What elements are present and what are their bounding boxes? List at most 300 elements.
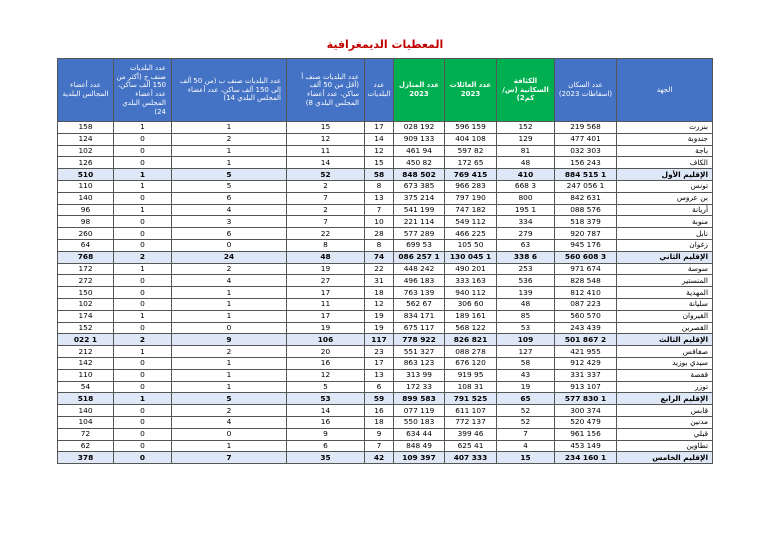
- cell-municipalities: 15: [365, 157, 394, 169]
- table-row: [58, 287, 713, 299]
- cell-class-c: 0: [114, 133, 172, 145]
- cell-name: سليانة: [617, 298, 713, 310]
- cell-dwellings: 327 551: [394, 346, 445, 358]
- cell-class-a: 17: [287, 310, 365, 322]
- cell-council-members: 768: [58, 251, 114, 263]
- cell-class-a: 14: [287, 405, 365, 417]
- cell-class-b: 2: [172, 263, 287, 275]
- cell-households: 107 611: [445, 405, 497, 417]
- cell-population: 410 812: [555, 287, 617, 299]
- cell-class-b: 1: [172, 381, 287, 393]
- cell-households: 95 919: [445, 369, 497, 381]
- cell-class-a: 35: [287, 452, 365, 464]
- cell-dwellings: 1 257 086: [394, 251, 445, 263]
- cell-municipalities: 7: [365, 440, 394, 452]
- cell-council-members: 140: [58, 405, 114, 417]
- cell-density: 15: [497, 452, 555, 464]
- cell-dwellings: 99 313: [394, 369, 445, 381]
- cell-class-c: 0: [114, 275, 172, 287]
- cell-name: القصرين: [617, 322, 713, 334]
- cell-population: 2 867 501: [555, 334, 617, 346]
- cell-density: 152: [497, 122, 555, 134]
- table-row: [58, 263, 713, 275]
- cell-municipalities: 19: [365, 322, 394, 334]
- cell-name: الكاف: [617, 157, 713, 169]
- cell-density: 279: [497, 228, 555, 240]
- cell-municipalities: 12: [365, 298, 394, 310]
- cell-class-a: 17: [287, 287, 365, 299]
- cell-municipalities: 19: [365, 310, 394, 322]
- cell-council-members: 104: [58, 416, 114, 428]
- cell-households: 163 333: [445, 275, 497, 287]
- cell-name: أريانة: [617, 204, 713, 216]
- cell-class-c: 1: [114, 122, 172, 134]
- cell-population: 576 088: [555, 204, 617, 216]
- cell-class-c: 0: [114, 192, 172, 204]
- cell-density: 536: [497, 275, 555, 287]
- cell-dwellings: 214 375: [394, 192, 445, 204]
- cell-households: 60 306: [445, 298, 497, 310]
- cell-municipalities: 58: [365, 169, 394, 181]
- cell-population: 149 453: [555, 440, 617, 452]
- cell-class-a: 53: [287, 393, 365, 405]
- table-row: [58, 357, 713, 369]
- cell-class-a: 7: [287, 216, 365, 228]
- cell-council-members: 54: [58, 381, 114, 393]
- cell-population: 156 961: [555, 428, 617, 440]
- cell-population: 401 477: [555, 133, 617, 145]
- cell-council-members: 518: [58, 393, 114, 405]
- cell-population: 3 608 560: [555, 251, 617, 263]
- cell-class-a: 16: [287, 416, 365, 428]
- cell-municipalities: 13: [365, 192, 394, 204]
- cell-name: نابل: [617, 228, 713, 240]
- cell-municipalities: 17: [365, 122, 394, 134]
- cell-class-a: 52: [287, 169, 365, 181]
- cell-households: 1 045 130: [445, 251, 497, 263]
- table-row: [58, 228, 713, 240]
- table-row: [58, 180, 713, 192]
- cell-class-c: 0: [114, 416, 172, 428]
- cell-municipalities: 12: [365, 145, 394, 157]
- cell-class-b: 1: [172, 440, 287, 452]
- cell-class-c: 0: [114, 298, 172, 310]
- page-title: المعطيات الديمغرافية: [326, 38, 444, 51]
- cell-population: 479 520: [555, 416, 617, 428]
- cell-name: سيدي بوزيد: [617, 357, 713, 369]
- demographics-table-container: [57, 58, 712, 464]
- cell-class-a: 15: [287, 122, 365, 134]
- cell-council-members: 260: [58, 228, 114, 240]
- cell-dwellings: 33 172: [394, 381, 445, 393]
- cell-density: 58: [497, 357, 555, 369]
- cell-households: 50 105: [445, 239, 497, 251]
- cell-population: 568 219: [555, 122, 617, 134]
- cell-class-c: 1: [114, 263, 172, 275]
- cell-class-b: 7: [172, 452, 287, 464]
- cell-council-members: 150: [58, 287, 114, 299]
- cell-municipalities: 16: [365, 405, 394, 417]
- table-row: [58, 192, 713, 204]
- cell-name: تطاوين: [617, 440, 713, 452]
- cell-municipalities: 6: [365, 381, 394, 393]
- table-row: [58, 440, 713, 452]
- cell-population: 548 828: [555, 275, 617, 287]
- cell-municipalities: 14: [365, 133, 394, 145]
- table-row: [58, 145, 713, 157]
- cell-name: الإقليم الثاني: [617, 251, 713, 263]
- cell-population: 955 421: [555, 346, 617, 358]
- cell-class-c: 0: [114, 357, 172, 369]
- cell-density: 48: [497, 298, 555, 310]
- cell-municipalities: 8: [365, 239, 394, 251]
- cell-municipalities: 42: [365, 452, 394, 464]
- cell-class-c: 0: [114, 428, 172, 440]
- cell-class-a: 8: [287, 239, 365, 251]
- cell-class-c: 0: [114, 452, 172, 464]
- cell-council-members: 102: [58, 145, 114, 157]
- cell-class-a: 19: [287, 322, 365, 334]
- cell-density: 48: [497, 157, 555, 169]
- cell-name: صفاقس: [617, 346, 713, 358]
- cell-class-b: 0: [172, 322, 287, 334]
- cell-class-c: 1: [114, 310, 172, 322]
- cell-council-members: 140: [58, 192, 114, 204]
- cell-council-members: 1 022: [58, 334, 114, 346]
- header-class-a: عدد البلديات صنف أ (أقل من 50 ألف ساكن، عدد أعضاء المجلس البلدي 8): [287, 59, 365, 122]
- cell-population: 1 830 577: [555, 393, 617, 405]
- cell-dwellings: 397 109: [394, 452, 445, 464]
- cell-class-a: 7: [287, 192, 365, 204]
- cell-density: 1 195: [497, 204, 555, 216]
- cell-density: 109: [497, 334, 555, 346]
- cell-class-a: 9: [287, 428, 365, 440]
- cell-name: مدنين: [617, 416, 713, 428]
- cell-council-members: 98: [58, 216, 114, 228]
- cell-households: 46 399: [445, 428, 497, 440]
- cell-class-c: 0: [114, 287, 172, 299]
- cell-name: تونس: [617, 180, 713, 192]
- cell-class-a: 19: [287, 263, 365, 275]
- cell-households: 65 172: [445, 157, 497, 169]
- cell-households: 182 747: [445, 204, 497, 216]
- region-total-row: [58, 334, 713, 346]
- cell-density: 53: [497, 322, 555, 334]
- cell-class-a: 12: [287, 369, 365, 381]
- cell-municipalities: 23: [365, 346, 394, 358]
- cell-density: 3 668: [497, 180, 555, 192]
- cell-municipalities: 28: [365, 228, 394, 240]
- cell-dwellings: 119 077: [394, 405, 445, 417]
- cell-class-b: 9: [172, 334, 287, 346]
- header-class-b: عدد البلديات صنف ب (من 50 ألف إلى 150 ألف ساكن، عدد أعضاء المجلس البلدي 14): [172, 59, 287, 122]
- cell-council-members: 212: [58, 346, 114, 358]
- cell-density: 410: [497, 169, 555, 181]
- cell-council-members: 510: [58, 169, 114, 181]
- cell-density: 19: [497, 381, 555, 393]
- cell-class-b: 6: [172, 192, 287, 204]
- cell-dwellings: 183 496: [394, 275, 445, 287]
- cell-dwellings: 94 461: [394, 145, 445, 157]
- cell-households: 137 772: [445, 416, 497, 428]
- table-row: [58, 346, 713, 358]
- cell-name: الإقليم الخامس: [617, 452, 713, 464]
- cell-dwellings: 171 834: [394, 310, 445, 322]
- cell-municipalities: 18: [365, 416, 394, 428]
- cell-dwellings: 199 541: [394, 204, 445, 216]
- cell-name: منوبة: [617, 216, 713, 228]
- cell-households: 415 769: [445, 169, 497, 181]
- cell-class-c: 0: [114, 228, 172, 240]
- cell-class-c: 0: [114, 369, 172, 381]
- cell-households: 201 490: [445, 263, 497, 275]
- cell-name: قابس: [617, 405, 713, 417]
- cell-dwellings: 53 699: [394, 239, 445, 251]
- cell-population: 337 331: [555, 369, 617, 381]
- table-header-row: [58, 59, 713, 122]
- cell-council-members: 110: [58, 369, 114, 381]
- cell-class-a: 2: [287, 180, 365, 192]
- table-row: [58, 133, 713, 145]
- cell-name: بنزرت: [617, 122, 713, 134]
- cell-class-a: 6: [287, 440, 365, 452]
- cell-density: 52: [497, 416, 555, 428]
- cell-dwellings: 82 450: [394, 157, 445, 169]
- cell-council-members: 110: [58, 180, 114, 192]
- cell-class-a: 48: [287, 251, 365, 263]
- cell-population: 303 032: [555, 145, 617, 157]
- cell-name: بن عروس: [617, 192, 713, 204]
- table-row: [58, 310, 713, 322]
- cell-municipalities: 74: [365, 251, 394, 263]
- cell-municipalities: 10: [365, 216, 394, 228]
- cell-council-members: 158: [58, 122, 114, 134]
- region-total-row: [58, 251, 713, 263]
- cell-density: 800: [497, 192, 555, 204]
- cell-density: 85: [497, 310, 555, 322]
- cell-class-c: 0: [114, 145, 172, 157]
- header-households: عدد العائلات 2023: [445, 59, 497, 122]
- cell-municipalities: 59: [365, 393, 394, 405]
- cell-class-c: 0: [114, 440, 172, 452]
- table-row: [58, 275, 713, 287]
- cell-class-a: 11: [287, 298, 365, 310]
- cell-dwellings: 183 550: [394, 416, 445, 428]
- cell-households: 108 404: [445, 133, 497, 145]
- cell-class-a: 20: [287, 346, 365, 358]
- header-class-c: عدد البلديات صنف ج (أكثر من 150 ألف ساكن، عدد أعضاء المجلس البلدي 24): [114, 59, 172, 122]
- cell-class-b: 2: [172, 346, 287, 358]
- cell-council-members: 172: [58, 263, 114, 275]
- cell-dwellings: 922 778: [394, 334, 445, 346]
- cell-dwellings: 502 848: [394, 169, 445, 181]
- cell-class-b: 24: [172, 251, 287, 263]
- cell-dwellings: 139 763: [394, 287, 445, 299]
- cell-population: 570 560: [555, 310, 617, 322]
- cell-class-b: 1: [172, 145, 287, 157]
- cell-density: 65: [497, 393, 555, 405]
- cell-households: 190 797: [445, 192, 497, 204]
- cell-households: 525 791: [445, 393, 497, 405]
- cell-name: جندوبة: [617, 133, 713, 145]
- cell-council-members: 142: [58, 357, 114, 369]
- cell-density: 52: [497, 405, 555, 417]
- cell-population: 429 912: [555, 357, 617, 369]
- cell-population: 1 515 884: [555, 169, 617, 181]
- cell-municipalities: 31: [365, 275, 394, 287]
- header-council-members: عدد أعضاء المجالس البلدية: [58, 59, 114, 122]
- cell-name: القيروان: [617, 310, 713, 322]
- cell-class-b: 4: [172, 416, 287, 428]
- header-region: الجهة: [617, 59, 713, 122]
- header-density: الكثافة السكانية (س/كم2): [497, 59, 555, 122]
- region-total-row: [58, 169, 713, 181]
- cell-class-b: 5: [172, 180, 287, 192]
- cell-council-members: 72: [58, 428, 114, 440]
- cell-population: 439 243: [555, 322, 617, 334]
- cell-dwellings: 289 577: [394, 228, 445, 240]
- cell-dwellings: 49 848: [394, 440, 445, 452]
- cell-name: توزر: [617, 381, 713, 393]
- cell-council-members: 378: [58, 452, 114, 464]
- cell-name: سوسة: [617, 263, 713, 275]
- cell-municipalities: 13: [365, 369, 394, 381]
- cell-class-b: 4: [172, 204, 287, 216]
- table-row: [58, 428, 713, 440]
- cell-name: باجة: [617, 145, 713, 157]
- cell-name: زغوان: [617, 239, 713, 251]
- cell-households: 278 088: [445, 346, 497, 358]
- cell-dwellings: 192 028: [394, 122, 445, 134]
- cell-density: 6 338: [497, 251, 555, 263]
- cell-households: 159 596: [445, 122, 497, 134]
- cell-population: 674 971: [555, 263, 617, 275]
- cell-density: 129: [497, 133, 555, 145]
- cell-name: الإقليم الأول: [617, 169, 713, 181]
- cell-population: 631 842: [555, 192, 617, 204]
- cell-class-b: 1: [172, 122, 287, 134]
- cell-dwellings: 583 899: [394, 393, 445, 405]
- cell-class-c: 1: [114, 393, 172, 405]
- cell-dwellings: 44 634: [394, 428, 445, 440]
- cell-class-b: 2: [172, 405, 287, 417]
- header-population: عدد السكان (اسقاطات 2023): [555, 59, 617, 122]
- table-row: [58, 381, 713, 393]
- cell-class-b: 1: [172, 357, 287, 369]
- cell-density: 7: [497, 428, 555, 440]
- table-row: [58, 122, 713, 134]
- cell-population: 1 160 234: [555, 452, 617, 464]
- cell-households: 112 549: [445, 216, 497, 228]
- cell-class-b: 1: [172, 298, 287, 310]
- cell-population: 379 518: [555, 216, 617, 228]
- cell-class-a: 106: [287, 334, 365, 346]
- cell-households: 120 676: [445, 357, 497, 369]
- cell-density: 81: [497, 145, 555, 157]
- cell-class-b: 1: [172, 369, 287, 381]
- cell-council-members: 124: [58, 133, 114, 145]
- cell-council-members: 174: [58, 310, 114, 322]
- cell-class-c: 0: [114, 239, 172, 251]
- cell-class-c: 0: [114, 322, 172, 334]
- cell-dwellings: 242 448: [394, 263, 445, 275]
- cell-municipalities: 22: [365, 263, 394, 275]
- cell-class-c: 0: [114, 381, 172, 393]
- cell-density: 43: [497, 369, 555, 381]
- cell-class-b: 1: [172, 310, 287, 322]
- table-row: [58, 405, 713, 417]
- header-municipalities: عدد البلديات: [365, 59, 394, 122]
- cell-households: 41 625: [445, 440, 497, 452]
- cell-population: 787 920: [555, 228, 617, 240]
- cell-council-members: 96: [58, 204, 114, 216]
- cell-density: 253: [497, 263, 555, 275]
- cell-municipalities: 8: [365, 180, 394, 192]
- cell-name: المهدية: [617, 287, 713, 299]
- cell-dwellings: 123 863: [394, 357, 445, 369]
- cell-households: 31 108: [445, 381, 497, 393]
- cell-households: 161 189: [445, 310, 497, 322]
- cell-households: 333 407: [445, 452, 497, 464]
- cell-municipalities: 17: [365, 357, 394, 369]
- table-body: [58, 122, 713, 464]
- table-row: [58, 416, 713, 428]
- cell-class-b: 2: [172, 133, 287, 145]
- table-row: [58, 298, 713, 310]
- cell-households: 821 826: [445, 334, 497, 346]
- cell-class-a: 12: [287, 133, 365, 145]
- cell-name: قبلي: [617, 428, 713, 440]
- cell-class-c: 2: [114, 334, 172, 346]
- cell-density: 63: [497, 239, 555, 251]
- cell-class-c: 1: [114, 180, 172, 192]
- cell-class-c: 0: [114, 216, 172, 228]
- cell-dwellings: 67 562: [394, 298, 445, 310]
- cell-dwellings: 117 675: [394, 322, 445, 334]
- cell-class-b: 4: [172, 275, 287, 287]
- table-row: [58, 157, 713, 169]
- cell-households: 122 568: [445, 322, 497, 334]
- cell-class-a: 2: [287, 204, 365, 216]
- table-row: [58, 322, 713, 334]
- cell-population: 243 156: [555, 157, 617, 169]
- header-dwellings: عدد المنازل 2023: [394, 59, 445, 122]
- cell-class-b: 3: [172, 216, 287, 228]
- cell-council-members: 272: [58, 275, 114, 287]
- cell-class-c: 1: [114, 169, 172, 181]
- cell-class-b: 5: [172, 393, 287, 405]
- region-total-row: [58, 393, 713, 405]
- cell-name: الإقليم الثالث: [617, 334, 713, 346]
- cell-class-c: 2: [114, 251, 172, 263]
- cell-class-b: 6: [172, 228, 287, 240]
- cell-class-c: 1: [114, 346, 172, 358]
- cell-households: 82 597: [445, 145, 497, 157]
- cell-density: 334: [497, 216, 555, 228]
- cell-class-a: 22: [287, 228, 365, 240]
- cell-density: 4: [497, 440, 555, 452]
- cell-class-a: 16: [287, 357, 365, 369]
- cell-council-members: 62: [58, 440, 114, 452]
- cell-dwellings: 385 673: [394, 180, 445, 192]
- table-row: [58, 204, 713, 216]
- cell-households: 225 466: [445, 228, 497, 240]
- table-row: [58, 239, 713, 251]
- cell-population: 223 087: [555, 298, 617, 310]
- cell-class-b: 0: [172, 428, 287, 440]
- cell-density: 127: [497, 346, 555, 358]
- cell-class-b: 1: [172, 287, 287, 299]
